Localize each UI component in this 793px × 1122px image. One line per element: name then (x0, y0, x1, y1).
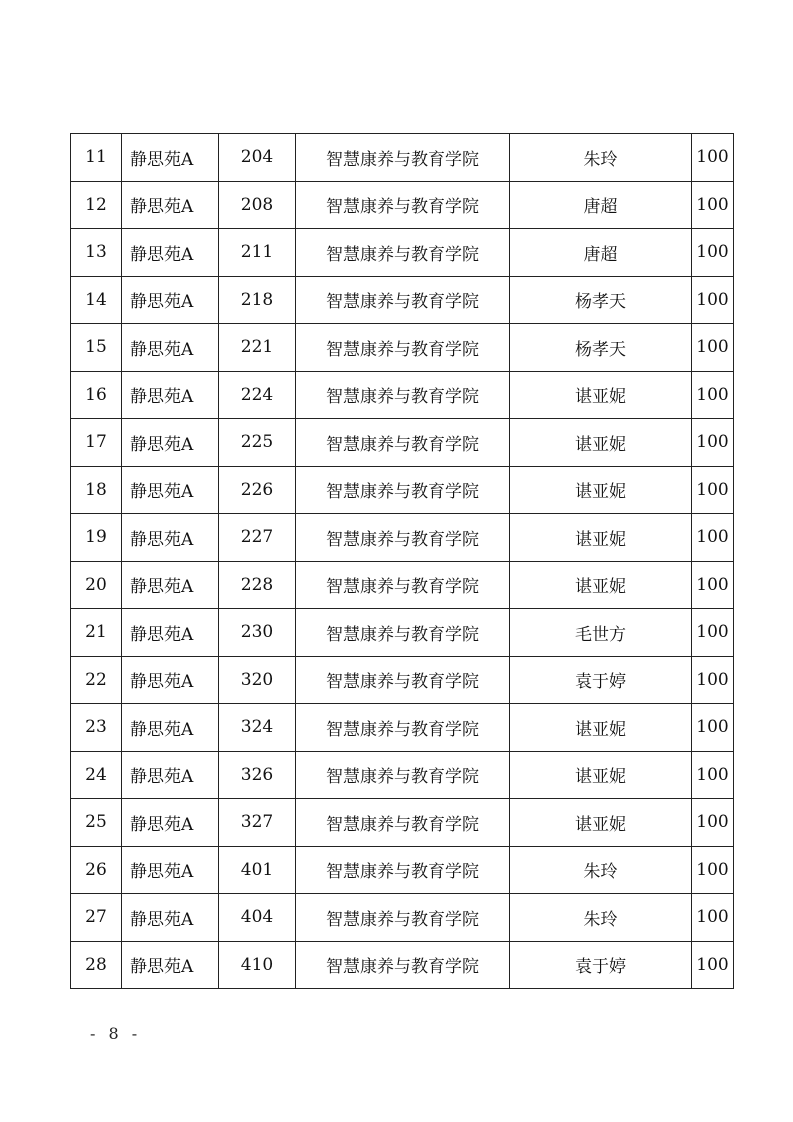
room-number-cell: 320 (219, 656, 296, 704)
building-cell: 静思苑A (122, 894, 219, 942)
room-number-cell: 228 (219, 561, 296, 609)
room-number-cell: 225 (219, 419, 296, 467)
table-row (71, 846, 734, 894)
building-cell: 静思苑A (122, 276, 219, 324)
room-number-cell: 326 (219, 751, 296, 799)
row-number-cell: 13 (71, 229, 122, 277)
department-cell: 智慧康养与教育学院 (296, 229, 510, 277)
room-number-cell: 226 (219, 466, 296, 514)
room-number-cell: 211 (219, 229, 296, 277)
score-cell: 100 (692, 751, 734, 799)
score-cell: 100 (692, 609, 734, 657)
department-cell: 智慧康养与教育学院 (296, 751, 510, 799)
table-row (71, 229, 734, 277)
room-number-cell: 227 (219, 514, 296, 562)
table-row (71, 751, 734, 799)
room-number-cell: 404 (219, 894, 296, 942)
person-in-charge-cell: 谌亚妮 (510, 704, 692, 752)
room-number-cell: 224 (219, 371, 296, 419)
room-number-cell: 410 (219, 941, 296, 989)
department-cell: 智慧康养与教育学院 (296, 181, 510, 229)
building-cell: 静思苑A (122, 941, 219, 989)
building-cell: 静思苑A (122, 229, 219, 277)
room-number-cell: 230 (219, 609, 296, 657)
person-in-charge-cell: 朱玲 (510, 134, 692, 182)
person-in-charge-cell: 谌亚妮 (510, 561, 692, 609)
person-in-charge-cell: 谌亚妮 (510, 799, 692, 847)
table-row (71, 704, 734, 752)
department-cell: 智慧康养与教育学院 (296, 371, 510, 419)
building-cell: 静思苑A (122, 419, 219, 467)
table-row (71, 609, 734, 657)
person-in-charge-cell: 谌亚妮 (510, 466, 692, 514)
room-number-cell: 221 (219, 324, 296, 372)
table-row (71, 324, 734, 372)
department-cell: 智慧康养与教育学院 (296, 134, 510, 182)
building-cell: 静思苑A (122, 751, 219, 799)
table-row (71, 134, 734, 182)
department-cell: 智慧康养与教育学院 (296, 656, 510, 704)
department-cell: 智慧康养与教育学院 (296, 799, 510, 847)
table-body (71, 134, 734, 989)
building-cell: 静思苑A (122, 514, 219, 562)
person-in-charge-cell: 唐超 (510, 181, 692, 229)
person-in-charge-cell: 袁于婷 (510, 656, 692, 704)
person-in-charge-cell: 杨孝天 (510, 324, 692, 372)
department-cell: 智慧康养与教育学院 (296, 419, 510, 467)
department-cell: 智慧康养与教育学院 (296, 609, 510, 657)
person-in-charge-cell: 谌亚妮 (510, 751, 692, 799)
table-row (71, 514, 734, 562)
table-row (71, 371, 734, 419)
person-in-charge-cell: 毛世方 (510, 609, 692, 657)
score-cell: 100 (692, 134, 734, 182)
row-number-cell: 18 (71, 466, 122, 514)
room-number-cell: 401 (219, 846, 296, 894)
room-number-cell: 218 (219, 276, 296, 324)
table-row (71, 419, 734, 467)
department-cell: 智慧康养与教育学院 (296, 514, 510, 562)
department-cell: 智慧康养与教育学院 (296, 561, 510, 609)
score-cell: 100 (692, 561, 734, 609)
score-cell: 100 (692, 324, 734, 372)
score-cell: 100 (692, 514, 734, 562)
row-number-cell: 11 (71, 134, 122, 182)
building-cell: 静思苑A (122, 609, 219, 657)
person-in-charge-cell: 袁于婷 (510, 941, 692, 989)
row-number-cell: 25 (71, 799, 122, 847)
person-in-charge-cell: 杨孝天 (510, 276, 692, 324)
building-cell: 静思苑A (122, 656, 219, 704)
department-cell: 智慧康养与教育学院 (296, 704, 510, 752)
table-row (71, 941, 734, 989)
person-in-charge-cell: 朱玲 (510, 846, 692, 894)
dormitory-score-table (70, 133, 734, 989)
row-number-cell: 17 (71, 419, 122, 467)
row-number-cell: 15 (71, 324, 122, 372)
score-cell: 100 (692, 799, 734, 847)
row-number-cell: 12 (71, 181, 122, 229)
department-cell: 智慧康养与教育学院 (296, 894, 510, 942)
row-number-cell: 28 (71, 941, 122, 989)
department-cell: 智慧康养与教育学院 (296, 324, 510, 372)
department-cell: 智慧康养与教育学院 (296, 466, 510, 514)
score-cell: 100 (692, 466, 734, 514)
table-row (71, 894, 734, 942)
score-cell: 100 (692, 181, 734, 229)
department-cell: 智慧康养与教育学院 (296, 941, 510, 989)
score-cell: 100 (692, 371, 734, 419)
score-cell: 100 (692, 846, 734, 894)
building-cell: 静思苑A (122, 371, 219, 419)
row-number-cell: 22 (71, 656, 122, 704)
department-cell: 智慧康养与教育学院 (296, 846, 510, 894)
room-number-cell: 324 (219, 704, 296, 752)
row-number-cell: 26 (71, 846, 122, 894)
person-in-charge-cell: 唐超 (510, 229, 692, 277)
table-row (71, 561, 734, 609)
table-row (71, 799, 734, 847)
table-row (71, 656, 734, 704)
building-cell: 静思苑A (122, 846, 219, 894)
row-number-cell: 20 (71, 561, 122, 609)
room-number-cell: 327 (219, 799, 296, 847)
row-number-cell: 21 (71, 609, 122, 657)
row-number-cell: 19 (71, 514, 122, 562)
table-row (71, 276, 734, 324)
score-cell: 100 (692, 941, 734, 989)
score-cell: 100 (692, 229, 734, 277)
page-number: - 8 - (90, 1024, 142, 1043)
building-cell: 静思苑A (122, 181, 219, 229)
row-number-cell: 14 (71, 276, 122, 324)
building-cell: 静思苑A (122, 134, 219, 182)
person-in-charge-cell: 朱玲 (510, 894, 692, 942)
score-cell: 100 (692, 656, 734, 704)
building-cell: 静思苑A (122, 799, 219, 847)
score-cell: 100 (692, 704, 734, 752)
building-cell: 静思苑A (122, 561, 219, 609)
score-cell: 100 (692, 276, 734, 324)
row-number-cell: 27 (71, 894, 122, 942)
row-number-cell: 24 (71, 751, 122, 799)
building-cell: 静思苑A (122, 704, 219, 752)
building-cell: 静思苑A (122, 324, 219, 372)
row-number-cell: 16 (71, 371, 122, 419)
table-row (71, 466, 734, 514)
person-in-charge-cell: 谌亚妮 (510, 419, 692, 467)
room-number-cell: 208 (219, 181, 296, 229)
table-row (71, 181, 734, 229)
row-number-cell: 23 (71, 704, 122, 752)
department-cell: 智慧康养与教育学院 (296, 276, 510, 324)
person-in-charge-cell: 谌亚妮 (510, 514, 692, 562)
room-number-cell: 204 (219, 134, 296, 182)
building-cell: 静思苑A (122, 466, 219, 514)
score-cell: 100 (692, 894, 734, 942)
person-in-charge-cell: 谌亚妮 (510, 371, 692, 419)
score-cell: 100 (692, 419, 734, 467)
